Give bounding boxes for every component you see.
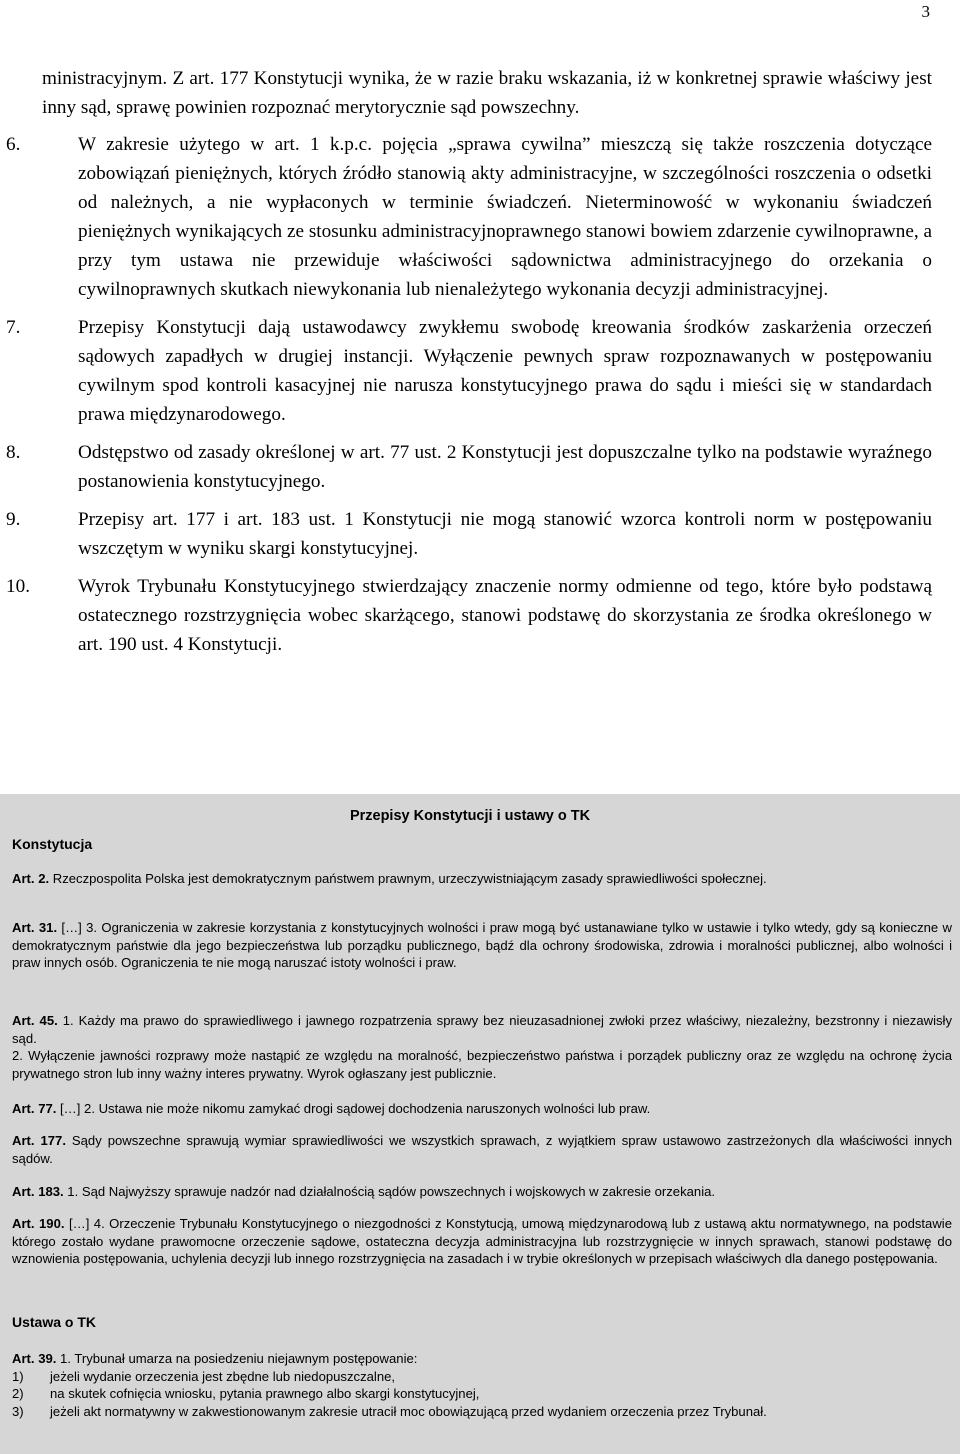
article-45 — [12, 1012, 952, 1082]
article-183 — [12, 1183, 952, 1201]
article-text: Rzeczpospolita Polska jest demokratycznym państwem prawnym, urzeczywistniającym zasady sprawiedliwości społecznej. — [49, 871, 767, 886]
article-77 — [12, 1100, 952, 1118]
point-number: 6. — [6, 134, 21, 155]
list-item-text: jeżeli wydanie orzeczenia jest zbędne lub niedopuszczalne, — [50, 1368, 396, 1384]
article-39 — [12, 1350, 952, 1420]
article-2 — [12, 870, 952, 888]
article-label: Art. 190. — [12, 1216, 65, 1231]
article-label: Art. 31. — [12, 920, 58, 935]
point-number: 8. — [6, 442, 21, 463]
point-number: 10. — [6, 576, 30, 597]
article-text-2: 2. Wyłączenie jawności rozprawy może nastąpić ze względu na moralność, bezpieczeństwo państwa i porządek publiczny oraz ze względu na ochronę życia prywatnego stron lub inny ważny interes prywatny. Wyrok ogłaszany jest publicznie. — [12, 1048, 952, 1081]
article-label: Art. 2. — [12, 871, 50, 886]
point-number: 9. — [6, 509, 21, 530]
point-7 — [6, 313, 932, 429]
point-text: Przepisy art. 177 i art. 183 ust. 1 Konstytucji nie mogą stanowić wzorca kontroli norm w postępowaniu wszczętym w wyniku skargi konstytucyjnej. — [78, 509, 932, 559]
list-item-text: na skutek cofnięcia wniosku, pytania prawnego albo skargi konstytucyjnej, — [50, 1386, 480, 1402]
provisions-box — [0, 794, 960, 1454]
article-text: 1. Sąd Najwyższy sprawuje nadzór nad działalnością sądów powszechnych i wojskowych w zakresie orzekania. — [63, 1184, 716, 1199]
article-label: Art. 45. — [12, 1013, 58, 1028]
article-177 — [12, 1132, 952, 1167]
point-text: W zakresie użytego w art. 1 k.p.c. pojęcia „sprawa cywilna” mieszczą się także roszczenia dotyczące zobowiązań pieniężnych, których źródło stanowią akty administracyjne, w szczególności roszczenia o odsetki od należnych, a nie wypłaconych w terminie świadczeń. Nieterminowość w wykonaniu świadczeń pieniężnych wynikających ze stosunku administracyjnoprawnego stanowi bowiem zdarzenie cywilnoprawne, a przy tym ustawa nie przewiduje właściwości sądownictwa administracyjnego do orzekania o cywilnoprawnych skutkach niewykonania lub nienależytego wykonania decyzji administracyjnej. — [78, 134, 932, 300]
intro-paragraph: ministracyjnym. Z art. 177 Konstytucji wynika, że w razie braku wskazania, iż w konkretnej sprawie właściwy jest inny sąd, sprawę powinien rozpoznać merytorycznie sąd powszechny. — [42, 68, 932, 118]
point-10 — [6, 572, 932, 659]
list-item-number: 3) — [12, 1403, 24, 1419]
article-190 — [12, 1215, 952, 1268]
article-label: Art. 77. — [12, 1101, 57, 1116]
list-item-number: 1) — [12, 1368, 24, 1384]
point-6 — [6, 130, 932, 304]
point-8 — [6, 438, 932, 496]
article-label: Art. 183. — [12, 1184, 64, 1199]
point-text: Wyrok Trybunału Konstytucyjnego stwierdzający znaczenie normy odmienne od tego, które było podstawą ostatecznego rozstrzygnięcia wobec skarżącego, stanowi podstawę do skorzystania ze środka określonego w art. 190 ust. 4 Konstytucji. — [78, 576, 932, 655]
article-text: […] 2. Ustawa nie może nikomu zamykać drogi sądowej dochodzenia naruszonych wolności lub praw. — [56, 1101, 651, 1116]
section-heading-konstytucja: Konstytucja — [12, 836, 93, 852]
list-item-number: 2) — [12, 1386, 24, 1402]
article-31 — [12, 919, 952, 972]
list-item — [12, 1385, 952, 1403]
section-heading-ustawa-o-tk: Ustawa o TK — [12, 1314, 97, 1330]
box-title: Przepisy Konstytucji i ustawy o TK — [349, 808, 591, 824]
list-item — [12, 1403, 952, 1421]
article-label: Art. 177. — [12, 1133, 66, 1148]
point-text: Przepisy Konstytucji dają ustawodawcy zwykłemu swobodę kreowania środków zaskarżenia orzeczeń sądowych zapadłych w drugiej instancji. Wyłączenie pewnych spraw rozpoznawanych w postępowaniu cywilnym spod kontroli kasacyjnej nie narusza konstytucyjnego prawa do sądu i mieści się w standardach prawa międzynarodowego. — [78, 317, 932, 425]
point-9 — [6, 505, 932, 563]
article-text: Sądy powszechne sprawują wymiar sprawiedliwości we wszystkich sprawach, z wyjątkiem spraw ustawowo zastrzeżonych dla właściwości innych sądów. — [12, 1133, 952, 1166]
article-text: 1. Trybunał umarza na posiedzeniu niejawnym postępowanie: — [56, 1351, 418, 1366]
article-text: […] 3. Ograniczenia w zakresie korzystania z konstytucyjnych wolności i praw mogą być ustanawiane tylko w ustawie i tylko wtedy, gdy są konieczne w demokratycznym państwie dla jego bezpieczeństwa lub porządku publicznego, bądź dla ochrony środowiska, zdrowia i moralności publicznej, albo wolności i praw innych osób. Ograniczenia te nie mogą naruszać istoty wolności i praw. — [12, 920, 952, 971]
point-number: 7. — [6, 317, 21, 338]
article-39-intro — [12, 1350, 952, 1368]
article-text: […] 4. Orzeczenie Trybunału Konstytucyjnego o niezgodności z Konstytucją, umową międzynarodową lub z ustawą aktu normatywnego, na podstawie którego zostało wydane prawomocne orzeczenie sądowe, ostateczna decyzja administracyjna lub rozstrzygnięcie w innych sprawach, stanowi podstawę do wznowienia postępowania, uchylenia decyzji lub innego rozstrzygnięcia na zasadach i w trybie określonych w przepisach właściwych dla danego postępowania. — [12, 1216, 952, 1267]
list-item-text: jeżeli akt normatywny w zakwestionowanym zakresie utracił moc obowiązującą przed wydaniem orzeczenia przez Trybunał. — [50, 1403, 767, 1419]
point-text: Odstępstwo od zasady określonej w art. 77 ust. 2 Konstytucji jest dopuszczalne tylko na podstawie wyraźnego postanowienia konstytucyjnego. — [78, 442, 932, 492]
article-label: Art. 39. — [12, 1351, 57, 1366]
list-item — [12, 1368, 952, 1386]
article-text: 1. Każdy ma prawo do sprawiedliwego i jawnego rozpatrzenia sprawy bez nieuzasadnionej zwłoki przez właściwy, niezależny, bezstronny i niezawisły sąd. — [12, 1013, 953, 1046]
main-text — [6, 64, 932, 659]
page-number: 3 — [921, 2, 930, 21]
